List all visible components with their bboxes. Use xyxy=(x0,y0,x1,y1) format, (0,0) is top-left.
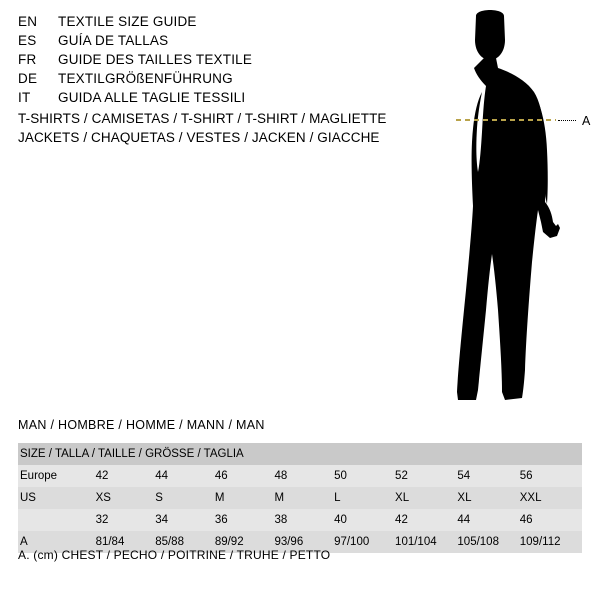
cell-value: 56 xyxy=(519,470,533,482)
cell-value: XL xyxy=(457,492,472,504)
language-row xyxy=(18,14,398,33)
table-header-row xyxy=(18,443,582,465)
table-row xyxy=(18,487,582,509)
measure-leader-line xyxy=(558,120,576,121)
table-title-man: MAN / HOMBRE / HOMME / MANN / MAN xyxy=(18,418,265,432)
cell-value: M xyxy=(214,492,225,504)
language-row xyxy=(18,33,398,52)
cell-value: M xyxy=(274,492,285,504)
language-title: GUIDA ALLE TAGLIE TESSILI xyxy=(58,90,246,105)
row-label-europe: Europe xyxy=(20,470,58,482)
cell-value: 89/92 xyxy=(214,536,244,548)
table-row xyxy=(18,465,582,487)
category-jackets: JACKETS / CHAQUETAS / VESTES / JACKEN / GIACCHE xyxy=(18,130,380,145)
cell-value: 44 xyxy=(457,514,471,526)
language-code: IT xyxy=(18,90,31,105)
cell-value: 54 xyxy=(457,470,471,482)
cell-value: 46 xyxy=(214,470,228,482)
cell-value: 97/100 xyxy=(334,536,370,548)
cell-value: S xyxy=(155,492,163,504)
language-code: FR xyxy=(18,52,37,67)
row-label-a: A xyxy=(20,536,28,548)
cell-value: XL xyxy=(395,492,410,504)
cell-value: 101/104 xyxy=(395,536,437,548)
language-row xyxy=(18,90,398,109)
measure-label-a: A xyxy=(582,114,591,128)
cell-value: 50 xyxy=(334,470,347,482)
cell-value: 42 xyxy=(95,470,109,482)
table-header-label: SIZE / TALLA / TAILLE / GRÖSSE / TAGLIA xyxy=(20,448,244,460)
language-row xyxy=(18,52,398,71)
language-row xyxy=(18,71,398,90)
silhouette-icon xyxy=(410,10,600,410)
cell-value: 42 xyxy=(395,514,408,526)
language-title: TEXTILE SIZE GUIDE xyxy=(58,14,197,29)
language-title: TEXTILGRÖßENFÜHRUNG xyxy=(58,71,233,86)
language-title: GUIDE DES TAILLES TEXTILE xyxy=(58,52,253,67)
language-title: GUÍA DE TALLAS xyxy=(58,33,169,48)
cell-value: 36 xyxy=(214,514,228,526)
language-header-block xyxy=(18,14,398,109)
cell-value: 32 xyxy=(95,514,109,526)
language-code: EN xyxy=(18,14,38,29)
garment-category-block xyxy=(18,111,418,149)
size-table xyxy=(18,443,582,553)
cell-value: 40 xyxy=(334,514,347,526)
cell-value: 52 xyxy=(395,470,408,482)
cell-value: XXL xyxy=(519,492,542,504)
cell-value: 85/88 xyxy=(155,536,184,548)
male-silhouette-figure xyxy=(410,10,600,410)
cell-value: XS xyxy=(95,492,111,504)
cell-value: L xyxy=(334,492,341,504)
cell-value: 81/84 xyxy=(95,536,125,548)
language-code: DE xyxy=(18,71,38,86)
cell-value: 48 xyxy=(274,470,288,482)
cell-value: 46 xyxy=(519,514,533,526)
row-label-blank xyxy=(18,509,96,531)
language-code: ES xyxy=(18,33,37,48)
cell-value: 109/112 xyxy=(519,536,561,548)
cell-value: 105/108 xyxy=(457,536,499,548)
table-row xyxy=(18,509,582,531)
footnote-chest-measurement: A. (cm) CHEST / PECHO / POITRINE / TRUHE / PETTO xyxy=(18,548,331,562)
cell-value: 93/96 xyxy=(274,536,304,548)
cell-value: 44 xyxy=(155,470,168,482)
cell-value: 38 xyxy=(274,514,288,526)
cell-value: 34 xyxy=(155,514,168,526)
category-tshirts: T-SHIRTS / CAMISETAS / T-SHIRT / T-SHIRT / MAGLIETTE xyxy=(18,111,387,126)
row-label-us: US xyxy=(20,492,36,504)
